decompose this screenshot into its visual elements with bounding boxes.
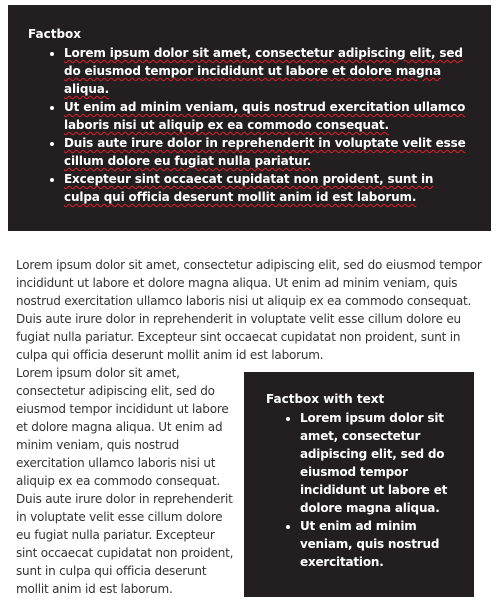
list-item-text: Duis aute irure dolor in reprehenderit in voluptate velit esse cillum dolore eu fugiat nulla pariatur. <box>64 136 466 168</box>
list-item <box>64 44 467 98</box>
factbox-list <box>266 409 458 571</box>
list-item: • Ut enim ad minim veniam, quis nostrud exercitation. <box>300 517 458 571</box>
list-item-text: Lorem ipsum dolor sit amet, consectetur adipiscing elit, sed do eiusmod tempor incididunt ut labore et dolore magna aliqua. <box>64 46 463 96</box>
factbox-with-text <box>244 372 474 597</box>
list-item-text: Ut enim ad minim veniam, quis nostrud exercitation ullamco laboris nisi ut aliquip ex ea commodo consequat. <box>64 100 466 132</box>
body-paragraph: Lorem ipsum dolor sit amet, consectetur adipiscing elit, sed do eiusmod tempor incididunt ut labore et dolore magna aliqua. Ut enim ad minim veniam, quis nostrud exercitation ullamco laboris nisi ut aliquip ex ea commodo consequat. Duis aute irure dolor in reprehenderit in voluptate velit esse cillum dolore eu fugiat nulla pariatur. Excepteur sint occaecat cupidatat non proident, sunt in culpa qui officia deserunt mollit anim id est laborum. <box>16 366 234 596</box>
factbox-title: Factbox <box>28 27 82 41</box>
factbox-list <box>28 44 467 206</box>
factbox-title: Factbox with text <box>266 392 385 406</box>
intro-paragraph: Lorem ipsum dolor sit amet, consectetur adipiscing elit, sed do eiusmod tempor incididunt ut labore et dolore magna aliqua. Ut enim ad minim veniam, quis nostrud exercitation ullamco laboris nisi ut aliquip ex ea commodo consequat. Duis aute irure dolor in reprehenderit in voluptate velit esse cillum dolore eu fugiat nulla pariatur. Excepteur sint occaecat cupidatat non proident, sunt in culpa qui officia deserunt mollit anim id est laborum. <box>16 258 482 362</box>
list-item <box>64 98 467 134</box>
list-item-text: Excepteur sint occaecat cupidatat non proident, sunt in culpa qui officia deserunt mollit anim id est laborum. <box>64 172 434 204</box>
list-item <box>64 134 467 170</box>
list-item <box>64 170 467 206</box>
list-item: • Lorem ipsum dolor sit amet, consectetur adipiscing elit, sed do eiusmod tempor incididunt ut labore et dolore magna aliqua. <box>300 409 458 517</box>
factbox <box>8 5 491 231</box>
